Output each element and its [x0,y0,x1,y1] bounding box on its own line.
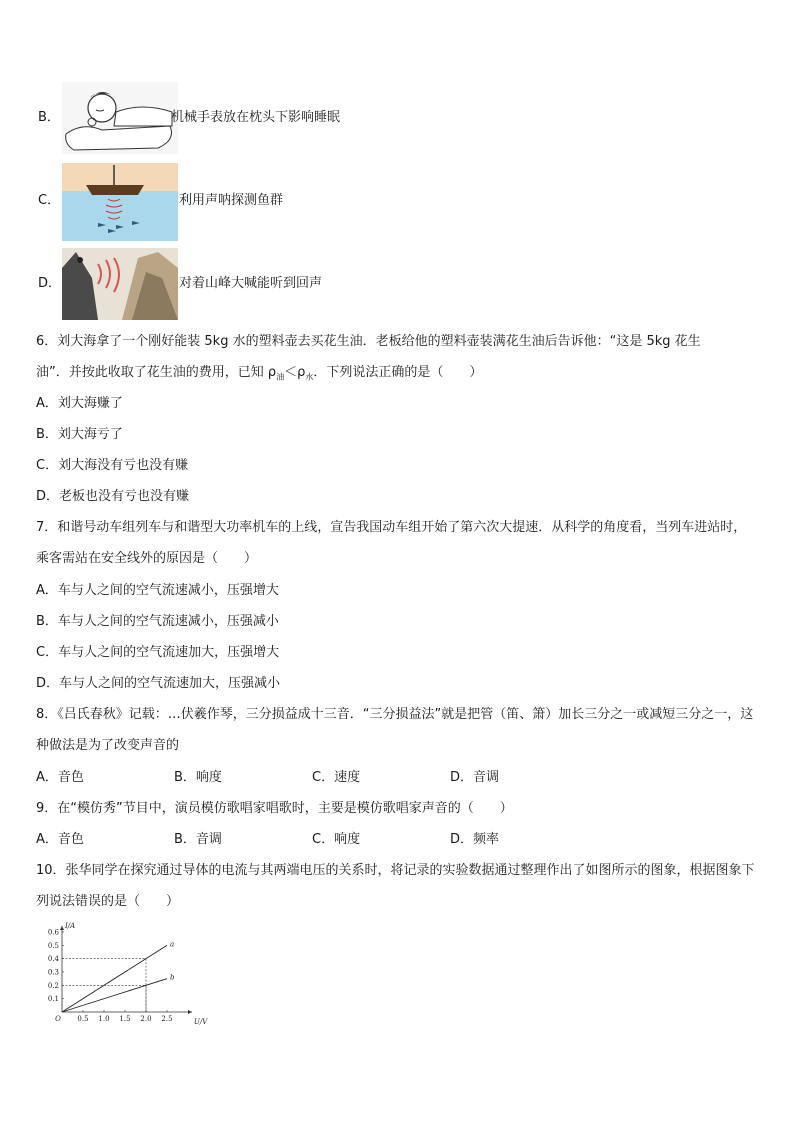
q6-stem-line1: 6．刘大海拿了一个刚好能装 5kg 水的塑料壶去买花生油．老板给他的塑料壶装满花生油后告诉他：“这是 5kg 花生 [36,334,701,349]
q5-option-d-letter: D． [38,276,62,291]
sonar-ship-image [62,163,178,235]
q6-stem-line2: 油”．并按此收取了花生油的费用，已知 $\rho_油<\rho_水$．下列说法正确的是（ ） [36,365,483,382]
q8-option-b: B．响度 [174,770,222,785]
q8-stem: 8．《吕氏春秋》记载：…伏羲作琴，三分损益成十三音．“三分损益法”就是把管（笛、箫）加长三分之一或减短三分之一，这种做法是为了改变声音的 [36,707,754,753]
y-tick-label: 0.5 [47,941,59,950]
q9-stem: 9．在“模仿秀”节目中，演员模仿歌唱家唱歌时，主要是模仿歌唱家声音的（ ） [36,801,513,816]
q9-option-b: B．音调 [174,832,222,847]
q5-option-c-letter: C． [38,193,61,208]
q7-option-a: A．车与人之间的空气流速减小，压强增大 [36,583,279,598]
q6-option-a: A．刘大海赚了 [36,396,123,411]
y-axis-arrow [60,926,64,930]
q9-option-c: C．响度 [312,832,361,847]
q8-option-d: D．音调 [450,770,500,785]
q6-option-d: D．老板也没有亏也没有赚 [36,489,190,504]
x-axis-title: U/V [194,1018,208,1026]
q8-option-c: C．速度 [312,770,361,785]
q9-option-d: D．频率 [450,832,500,847]
y-tick-label: 0.6 [47,928,59,937]
series-label-b: b [170,973,175,982]
x-tick-label: 1.0 [98,1015,110,1023]
q9-option-a: A．音色 [36,832,84,847]
q5-option-b-text: 机械手表放在枕头下影响睡眠 [171,110,341,125]
x-tick-label: 1.5 [119,1015,131,1023]
mountain-echo-image [62,248,178,320]
y-tick-label: 0.4 [47,955,59,964]
x-tick-label: 0.5 [77,1015,89,1023]
y-axis-title: I/A [65,922,76,930]
q5-option-c-text: 利用声呐探测鱼群 [179,193,284,208]
series-line-b [62,979,167,1012]
q7-option-d: D．车与人之间的空气流速加大，压强减小 [36,676,281,691]
x-tick-label: 2.5 [161,1015,173,1023]
q8-option-a: A．音色 [36,770,84,785]
q6-option-b: B．刘大海亏了 [36,427,123,442]
q5-option-d-text: 对着山峰大喊能听到回声 [179,276,323,291]
y-tick-label: 0.2 [47,981,59,990]
x-axis-arrow [188,1010,192,1014]
x-tick-label: 2.0 [140,1015,152,1023]
q8-options [36,769,588,787]
y-tick-label: 0.1 [47,995,59,1004]
q6-option-c: C．刘大海没有亏也没有赚 [36,458,189,473]
origin-label: O [55,1015,61,1023]
q7-option-c: C．车与人之间的空气流速加大，压强增大 [36,645,280,660]
y-tick-label: 0.3 [47,968,59,977]
sleeping-person-image [62,82,178,154]
q9-options [36,831,588,849]
q5-option-b-letter: B． [38,110,60,125]
series-label-a: a [170,940,175,949]
q7-option-b: B．车与人之间的空气流速减小，压强减小 [36,614,279,629]
series-line-a [62,945,167,1012]
current-voltage-graph [40,922,208,1034]
q7-stem: 7．和谐号动车组列车与和谐型大功率机车的上线，宣告我国动车组开始了第六次大提速．从科学的角度看，当列车进站时，乘客需站在安全线外的原因是（ ） [36,520,747,566]
q10-stem: 10．张华同学在探究通过导体的电流与其两端电压的关系时，将记录的实验数据通过整理作出了如图所示的图象，根据图象下列说法错误的是（ ） [36,863,755,909]
